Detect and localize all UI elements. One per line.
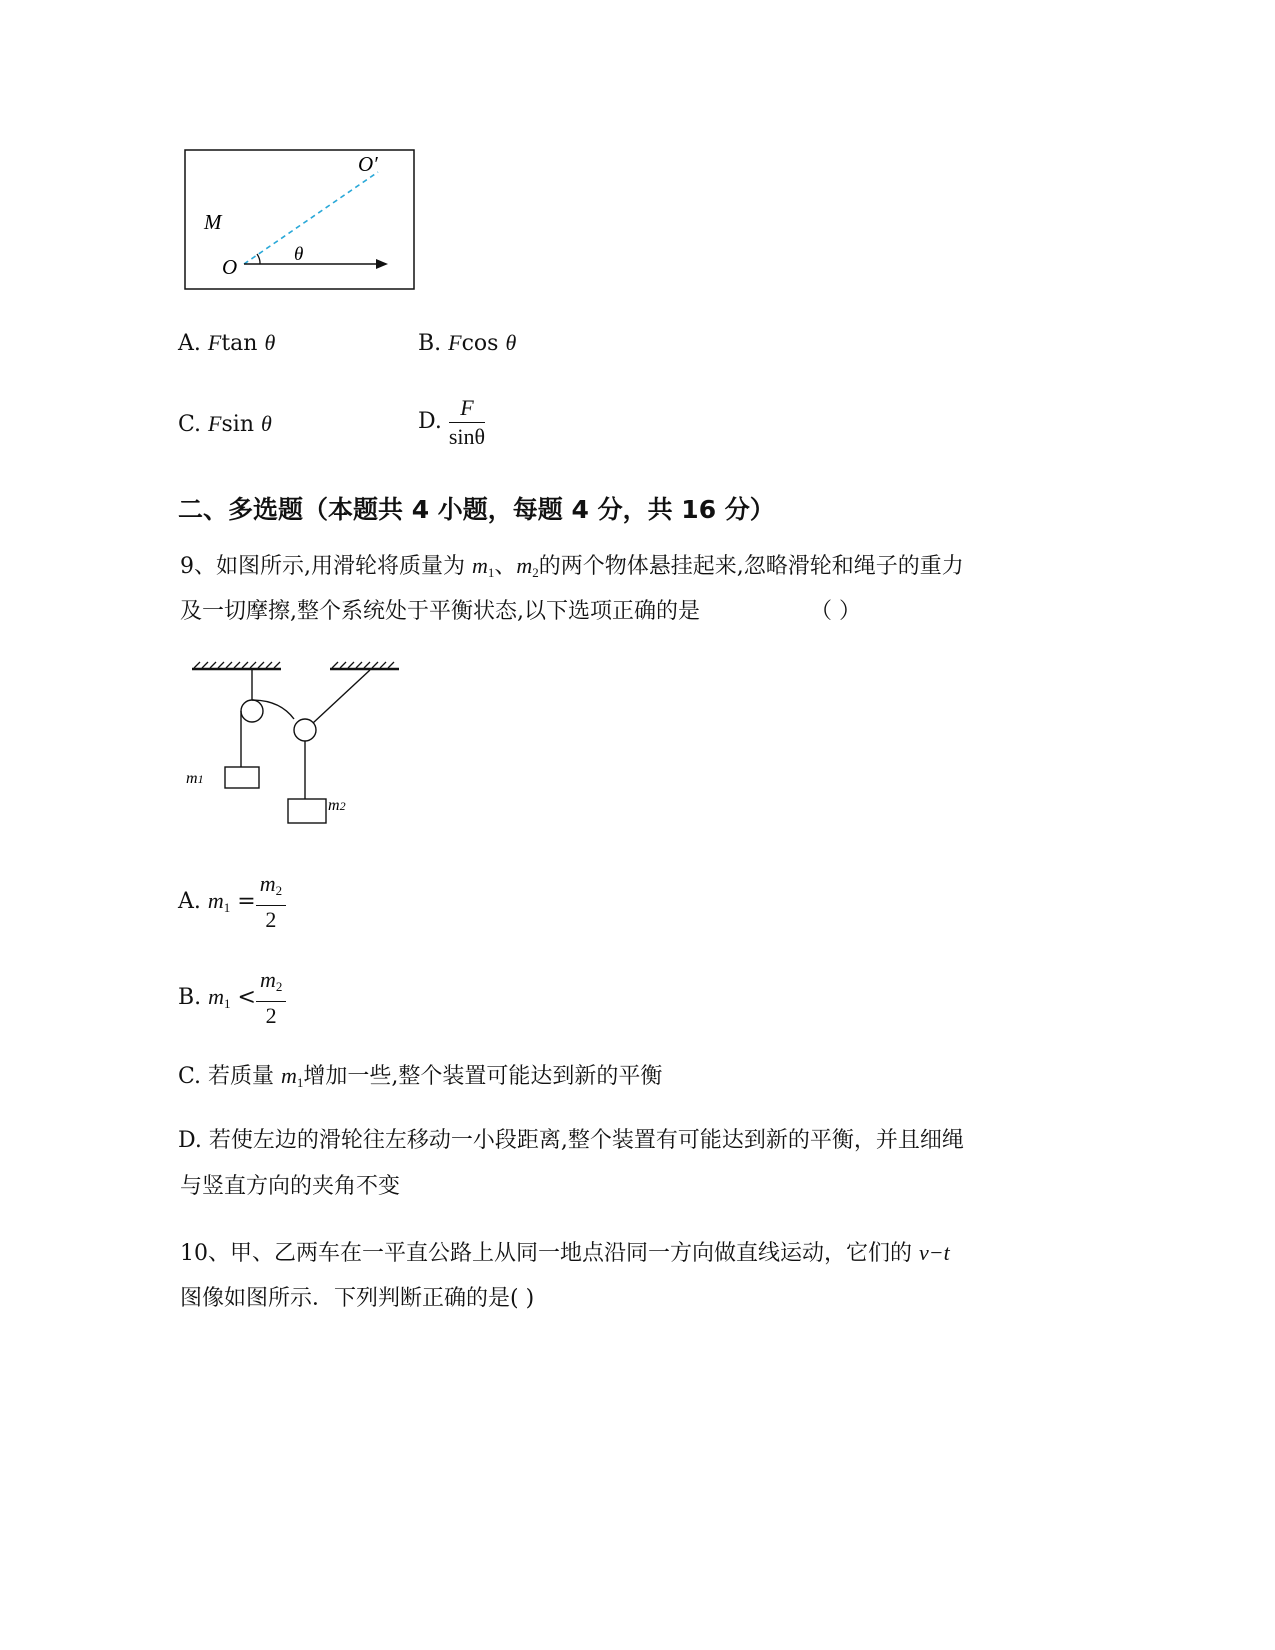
q9-m2-sub: 2: [532, 565, 539, 580]
label-theta: θ: [294, 244, 304, 265]
block-m2: [288, 799, 326, 823]
q9-text-a: 9、如图所示,用滑轮将质量为: [180, 554, 472, 579]
option-b-theta: θ: [505, 330, 517, 355]
label-o: O: [222, 255, 238, 279]
option-d-numerator: F: [449, 394, 485, 423]
pulley-right: [294, 719, 316, 741]
q9-option-a-lhs-base: m: [207, 888, 224, 913]
option-c-func: sin: [221, 412, 261, 437]
q9-option-a-lhs-sub: 1: [223, 900, 231, 915]
q9-option-b-fraction: [256, 966, 286, 1030]
option-b-f: F: [448, 330, 462, 355]
q9-m1: [472, 553, 494, 578]
rope-to-ceiling: [313, 670, 370, 723]
q9-option-a-num-base: m: [259, 871, 276, 896]
q9-m1-sub: 1: [487, 565, 495, 580]
section-heading: 二、多选题（本题共 4 小题，每题 4 分，共 16 分）: [178, 495, 775, 524]
q9-option-a-fraction: [256, 870, 286, 934]
q9-line1: [180, 551, 964, 588]
option-a-func: tan: [221, 331, 265, 356]
q9-option-b-lhs-sub: 1: [224, 996, 231, 1011]
option-b-prefix: B.: [418, 331, 449, 356]
option-b-func: cos: [461, 331, 506, 356]
q9-sep: 、: [494, 554, 517, 579]
q9-option-b-lhs: [208, 984, 230, 1009]
q9-option-c-m-sub: 1: [296, 1075, 304, 1090]
option-d-fraction: [449, 394, 485, 451]
q9-option-b-num-base: m: [259, 967, 276, 992]
label-m: M: [204, 210, 222, 234]
q9-option-a-num-sub: 2: [275, 883, 283, 898]
q9-option-c-m-base: m: [281, 1063, 297, 1088]
q9-m2-base: m: [516, 553, 533, 578]
ceiling-left-hatch: [194, 662, 280, 668]
q9-answer-paren: （ ）: [810, 599, 861, 624]
option-a-prefix: A.: [178, 331, 208, 356]
option-a: [178, 328, 275, 359]
figure-angle-diagram: [180, 145, 425, 295]
q9-text-b: 的两个物体悬挂起来,忽略滑轮和绳子的重力: [538, 554, 964, 579]
figure-pulley-diagram: [180, 655, 410, 830]
arrow-head: [376, 259, 388, 269]
q9-option-a-lhs: [208, 888, 230, 913]
q9-option-c-prefix: C. 若质量: [178, 1064, 282, 1089]
q9-m2: [516, 553, 538, 578]
q9-option-b-numerator: [256, 966, 286, 1002]
option-b: [418, 328, 516, 359]
option-a-theta: θ: [264, 330, 276, 355]
q9-option-b-op: <: [230, 985, 256, 1010]
ceiling-right-hatch: [332, 662, 394, 668]
option-c-prefix: C.: [178, 412, 209, 437]
q9-line2: 及一切摩擦,整个系统处于平衡状态,以下选项正确的是: [180, 599, 700, 624]
q9-option-a-denominator: 2: [265, 907, 277, 932]
q10-line2: 图像如图所示．下列判断正确的是( ): [180, 1286, 535, 1311]
option-c-f: F: [208, 411, 222, 436]
q10-text-a: 10、甲、乙两车在一平直公路上从同一地点沿同一方向做直线运动，它们的: [180, 1241, 919, 1266]
q10-vt: v−t: [919, 1240, 950, 1265]
q9-option-c: [178, 1061, 662, 1098]
q9-option-b-num-sub: 2: [275, 979, 283, 994]
pulley-left: [241, 700, 263, 722]
label-o-prime: O′: [358, 152, 378, 176]
dashed-line-oo-prime: [244, 172, 378, 264]
q9-option-d-line1: D. 若使左边的滑轮往左移动一小段距离,整个装置有可能达到新的平衡，并且细绳: [178, 1128, 964, 1153]
angle-arc: [257, 254, 260, 264]
option-a-f: F: [207, 330, 222, 355]
option-d: [418, 392, 485, 452]
q9-option-a-prefix: A.: [178, 889, 208, 914]
q9-option-b-lhs-base: m: [208, 984, 225, 1009]
option-d-denominator: sinθ: [448, 423, 486, 449]
q9-option-a-op: =: [230, 889, 256, 914]
option-c: [178, 409, 272, 440]
label-m2: m2: [328, 797, 346, 814]
q9-option-d-line2: 与竖直方向的夹角不变: [180, 1174, 401, 1199]
q9-option-b: [178, 966, 286, 1034]
q9-option-c-rest: 增加一些,整个装置可能达到新的平衡: [303, 1064, 663, 1089]
option-c-theta: θ: [261, 411, 272, 436]
q9-option-c-m: [281, 1063, 303, 1088]
q9-m1-base: m: [471, 553, 488, 578]
block-m1: [225, 767, 259, 788]
q9-option-a: [178, 870, 286, 938]
option-d-prefix: D.: [418, 409, 449, 434]
q10-line1: [180, 1238, 950, 1269]
q9-option-a-numerator: [256, 870, 286, 906]
label-m1: m1: [186, 770, 204, 787]
q9-option-b-denominator: 2: [265, 1003, 277, 1028]
q9-option-b-prefix: B.: [178, 985, 209, 1010]
